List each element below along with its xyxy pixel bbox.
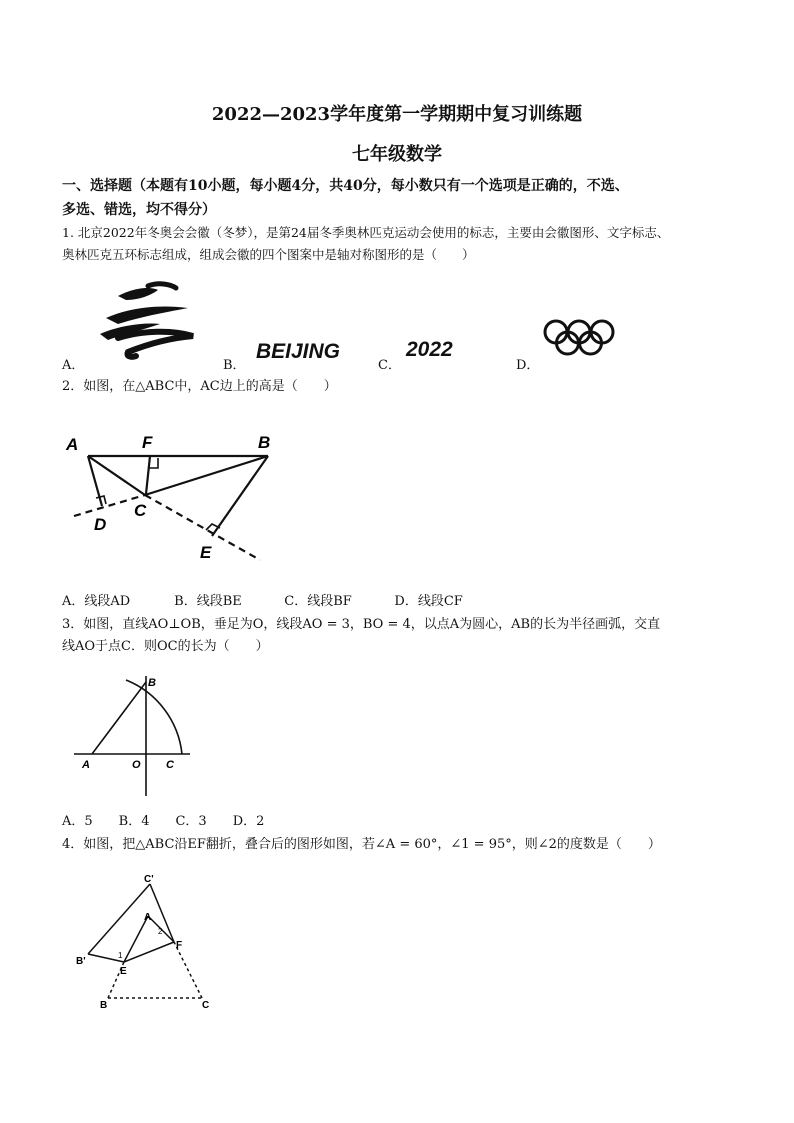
perpendicular-arc-figure [66, 670, 196, 800]
question-2: 2．如图，在△ABC中，AC边上的高是（ ） [62, 379, 337, 394]
label-c: C [134, 501, 147, 520]
question-1-line2: 奥林匹克五环标志组成，组成会徽的四个图案中是轴对称图形的是（ ） [62, 247, 475, 262]
q2-option-c: C．线段BF [284, 594, 352, 609]
section-heading-line1: 一、选择题（本题有10小题，每小题4分，共40分，每小数只有一个选项是正确的，不选、 [62, 178, 629, 194]
label-b-prime: B' [76, 956, 86, 967]
label-f: F [176, 940, 183, 951]
year-wordmark [404, 332, 482, 362]
label-a: A [82, 759, 90, 771]
q3-options: A．5 B．4 C．3 D．2 [62, 814, 265, 829]
question-1 [62, 222, 742, 266]
question-3 [62, 614, 742, 658]
question-3-line2: 线AO于点C．则OC的长为（ ） [62, 639, 269, 654]
q2-option-b: B．线段BE [174, 594, 242, 609]
q1-option-b: B． [223, 358, 246, 373]
angle-1-label: 1 [118, 951, 123, 960]
label-c-prime: C' [144, 874, 154, 885]
emblem-figure [88, 278, 208, 362]
label-a: A [66, 435, 79, 454]
label-c: C [166, 759, 174, 771]
q2-option-d: D．线段CF [394, 594, 463, 609]
angle-2-label: 2 [158, 927, 163, 936]
triangle-abc-figure [60, 428, 270, 578]
question-3-line1: 3．如图，直线AO⊥OB，垂足为O，线段AO = 3，BO = 4，以点A为圆心，AB的长为半径画弧，交直 [62, 617, 661, 632]
year-text: 2022 [406, 338, 453, 361]
question-4: 4．如图，把△ABC沿EF翻折，叠合后的图形如图，若∠A = 60°，∠1 = 95°，则∠2的度数是（ ） [62, 837, 661, 852]
label-o: O [132, 759, 141, 771]
beijing-text: BEIJING [256, 340, 341, 363]
label-b: B [100, 1000, 108, 1010]
beijing-wordmark [254, 334, 352, 366]
label-e: E [200, 543, 212, 562]
label-e: E [120, 966, 127, 977]
q2-options [62, 590, 463, 609]
label-b: B [148, 677, 156, 689]
q1-option-c: C． [378, 358, 401, 373]
label-c: C [202, 1000, 210, 1010]
exam-subtitle: 七年级数学 [352, 144, 442, 165]
exam-title: 2022—2023学年度第一学期期中复习训练题 [211, 104, 583, 125]
section-heading [62, 174, 742, 222]
folded-triangle-figure [72, 872, 222, 1010]
label-a: A [144, 912, 152, 923]
q1-option-d: D． [516, 358, 540, 373]
section-heading-line2: 多选、错选，均不得分） [62, 202, 216, 218]
question-1-line1: 1. 北京2022年冬奥会会徽（冬梦），是第24届冬季奥林匹克运动会使用的标志，主要由会徽图形、文字标志、 [62, 225, 670, 240]
q1-option-a: A． [62, 358, 85, 373]
q2-option-a: A．线段AD [62, 594, 131, 609]
label-b: B [258, 433, 270, 452]
olympic-rings-icon [540, 318, 618, 358]
label-d: D [94, 515, 107, 534]
label-f: F [142, 433, 153, 452]
